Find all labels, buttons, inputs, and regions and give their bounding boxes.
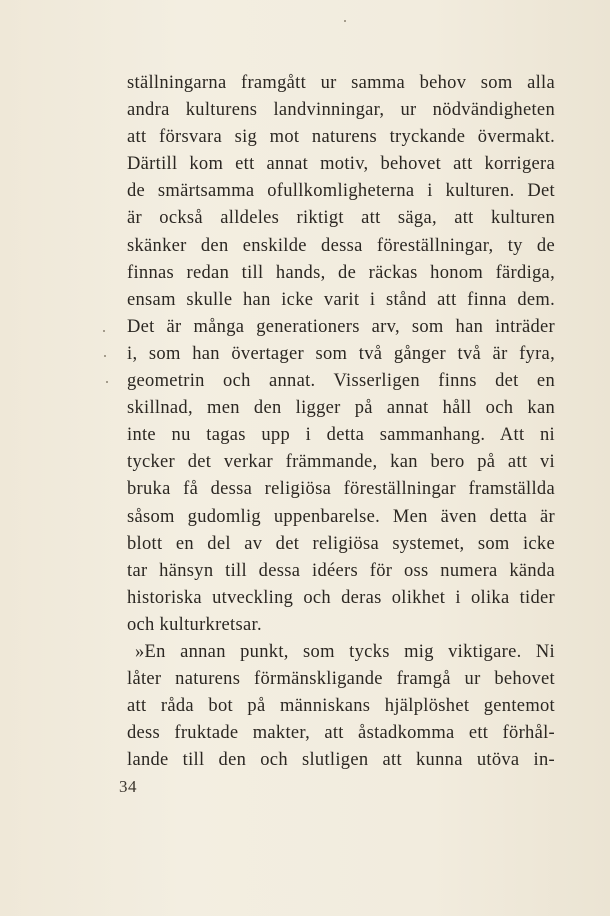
text-line: och kulturkretsar. (127, 614, 262, 635)
text-line: skillnad, men den ligger på annat håll och kan (127, 398, 555, 419)
text-line: »En annan punkt, som tycks mig viktigare. Ni (135, 641, 555, 662)
text-line: låter naturens förmänskligande framgå ur behovet (127, 669, 555, 690)
text-line: tycker det verkar främmande, kan bero på att vi (127, 452, 555, 473)
text-line: lande till den och slutligen att kunna utöva in- (127, 750, 555, 771)
paper-speck (103, 330, 105, 332)
text-line: de smärtsamma ofullkomligheterna i kulturen. Det (127, 181, 555, 202)
text-line: är också alldeles riktigt att säga, att kulturen (127, 208, 555, 229)
text-line: ställningarna framgått ur samma behov som alla (127, 73, 555, 93)
text-line: finnas redan till hands, de räckas honom färdiga, (127, 262, 555, 283)
text-line: tar hänsyn till dessa idéers för oss numera kända (127, 560, 555, 581)
text-line: bruka få dessa religiösa föreställningar framställda (127, 479, 555, 500)
paper-speck (104, 355, 106, 357)
text-line: såsom gudomlig uppenbarelse. Men även detta är (127, 506, 555, 527)
text-line: Därtill kom ett annat motiv, behovet att korrigera (127, 154, 555, 175)
text-line: ensam skulle han icke varit i stånd att finna dem. (127, 289, 555, 310)
page-number: 34 (119, 777, 137, 796)
text-line: i, som han övertager som två gånger två är fyra, (127, 343, 555, 364)
text-line: historiska utveckling och deras olikhet i olika tider (127, 587, 555, 608)
text-line: Det är många generationers arv, som han inträder (127, 316, 555, 337)
text-line: inte nu tagas upp i detta sammanhang. Att ni (127, 425, 555, 446)
paper-speck (106, 381, 108, 383)
text-line: att försvara sig mot naturens tryckande övermakt. (127, 127, 555, 148)
text-line: blott en del av det religiösa systemet, som icke (127, 533, 555, 554)
text-line: dess fruktade makter, att åstadkomma ett förhål- (127, 723, 555, 744)
text-line: skänker den enskilde dessa föreställningar, ty de (127, 235, 555, 256)
body-text (127, 70, 555, 774)
text-line: geometrin och annat. Visserligen finns det en (127, 371, 555, 392)
text-line: att råda bot på människans hjälplöshet gentemot (127, 696, 555, 717)
text-line: andra kulturens landvinningar, ur nödvändigheten (127, 100, 555, 121)
paper-speck (344, 20, 346, 22)
